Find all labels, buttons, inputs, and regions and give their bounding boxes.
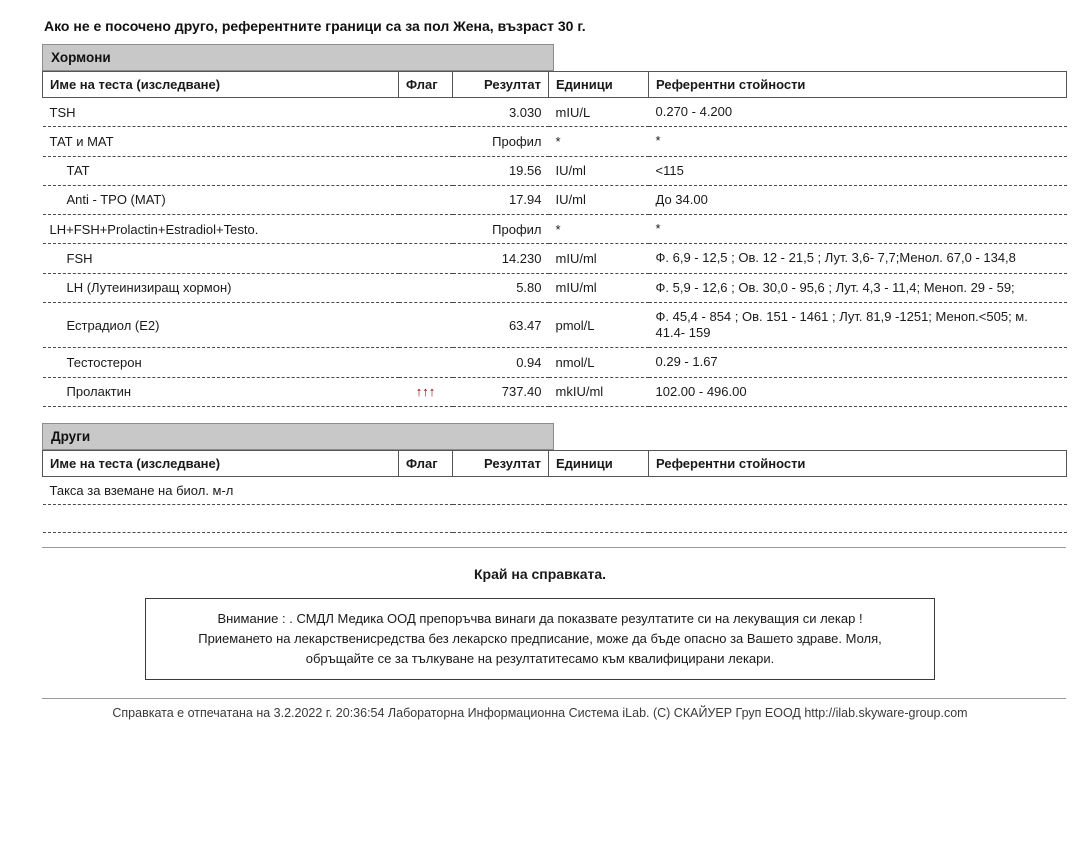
test-result: 737.40 bbox=[453, 377, 549, 406]
column-header-reference: Референтни стойности bbox=[649, 72, 1067, 98]
test-flag bbox=[399, 156, 453, 185]
test-units: mkIU/ml bbox=[549, 377, 649, 406]
test-reference: Ф. 6,9 - 12,5 ; Ов. 12 - 21,5 ; Лут. 3,6- 7,7;Менол. 67,0 - 134,8 bbox=[649, 244, 1067, 273]
column-header-name: Име на теста (изследване) bbox=[43, 450, 399, 476]
footer-info: Справката е отпечатана на 3.2.2022 г. 20:36:54 Лабораторна Информационна Система iLab. (C) СКАЙУЕР Груп ЕООД http://ilab.skyware-group.com bbox=[112, 706, 968, 721]
test-result: 17.94 bbox=[453, 185, 549, 214]
column-header-reference: Референтни стойности bbox=[649, 450, 1067, 476]
end-of-report-note: Край на справката. bbox=[473, 565, 607, 582]
test-reference bbox=[649, 504, 1067, 532]
test-result: Профил bbox=[453, 127, 549, 156]
test-flag-high: ↑↑↑ bbox=[399, 377, 453, 406]
test-name: TSH bbox=[43, 98, 399, 127]
table-row bbox=[43, 273, 1067, 302]
test-flag bbox=[399, 504, 453, 532]
table-row bbox=[43, 185, 1067, 214]
test-units: mIU/ml bbox=[549, 244, 649, 273]
table-header-row bbox=[43, 72, 1067, 98]
column-header-flag: Флаг bbox=[399, 72, 453, 98]
test-result: 14.230 bbox=[453, 244, 549, 273]
test-name: Естрадиол (Е2) bbox=[43, 302, 399, 348]
warning-line-2: Приемането на лекарственисредства без лекарско предписание, може да бъде опасно за Вашето здраве. Моля, bbox=[198, 630, 882, 646]
test-flag bbox=[399, 273, 453, 302]
test-flag bbox=[399, 244, 453, 273]
test-name: Тестостерон bbox=[43, 348, 399, 377]
test-flag bbox=[399, 185, 453, 214]
test-result: 3.030 bbox=[453, 98, 549, 127]
table-row bbox=[43, 476, 1067, 504]
test-name: LH (Лутеинизиращ хормон) bbox=[43, 273, 399, 302]
test-reference: 0.29 - 1.67 bbox=[649, 348, 1067, 377]
test-name: ТАТ bbox=[43, 156, 399, 185]
table-row-abnormal bbox=[43, 377, 1067, 406]
table-row bbox=[43, 98, 1067, 127]
test-flag bbox=[399, 476, 453, 504]
test-flag bbox=[399, 302, 453, 348]
warning-line-1: Внимание : . СМДЛ Медика ООД препоръчва винаги да показвате резултатите си на лекуващия си лекар ! bbox=[217, 610, 863, 626]
column-header-name: Име на теста (изследване) bbox=[43, 72, 399, 98]
test-name: LH+FSH+Prolactin+Estradiol+Testo. bbox=[43, 215, 399, 244]
table-row bbox=[43, 127, 1067, 156]
section-hormones bbox=[42, 44, 1038, 407]
test-result: 0.94 bbox=[453, 348, 549, 377]
test-name: Пролактин bbox=[43, 377, 399, 406]
test-result: Профил bbox=[453, 215, 549, 244]
test-flag bbox=[399, 215, 453, 244]
table-header-row bbox=[43, 450, 1067, 476]
test-name: FSH bbox=[43, 244, 399, 273]
test-reference: 0.270 - 4.200 bbox=[649, 98, 1067, 127]
test-result: 63.47 bbox=[453, 302, 549, 348]
results-table-other bbox=[42, 450, 1067, 533]
test-units: mIU/ml bbox=[549, 273, 649, 302]
table-row bbox=[43, 215, 1067, 244]
table-row bbox=[43, 504, 1067, 532]
test-units: pmol/L bbox=[549, 302, 649, 348]
results-table-hormones bbox=[42, 71, 1067, 407]
test-result bbox=[453, 476, 549, 504]
table-row bbox=[43, 156, 1067, 185]
test-flag bbox=[399, 98, 453, 127]
section-gap bbox=[16, 407, 1064, 423]
test-reference: * bbox=[649, 215, 1067, 244]
test-flag bbox=[399, 348, 453, 377]
test-result bbox=[453, 504, 549, 532]
table-row bbox=[43, 302, 1067, 348]
test-units bbox=[549, 504, 649, 532]
column-header-units: Единици bbox=[549, 450, 649, 476]
warning-line-3: обръщайте се за тълкуване на резултатитесамо към квалифицирани лекари. bbox=[305, 651, 775, 667]
test-reference: * bbox=[649, 127, 1067, 156]
test-units: mIU/L bbox=[549, 98, 649, 127]
column-header-flag: Флаг bbox=[399, 450, 453, 476]
test-name: ТАТ и МАТ bbox=[43, 127, 399, 156]
section-other bbox=[42, 423, 1038, 533]
test-name bbox=[43, 504, 399, 532]
table-row bbox=[43, 244, 1067, 273]
column-header-units: Единици bbox=[549, 72, 649, 98]
test-flag bbox=[399, 127, 453, 156]
test-name: Такса за вземане на биол. м-л bbox=[43, 476, 399, 504]
section-title: Хормони bbox=[42, 44, 554, 71]
table-row bbox=[43, 348, 1067, 377]
column-header-result: Резултат bbox=[453, 450, 549, 476]
test-reference: 102.00 - 496.00 bbox=[649, 377, 1067, 406]
warning-box bbox=[145, 598, 935, 680]
test-reference: Ф. 5,9 - 12,6 ; Ов. 30,0 - 95,6 ; Лут. 4,3 - 11,4; Меноп. 29 - 59; bbox=[649, 273, 1067, 302]
test-units: * bbox=[549, 215, 649, 244]
test-units: * bbox=[549, 127, 649, 156]
test-reference: До 34.00 bbox=[649, 185, 1067, 214]
test-reference: Ф. 45,4 - 854 ; Ов. 151 - 1461 ; Лут. 81,9 -1251; Меноп.<505; м. 41.4- 159 bbox=[649, 302, 1067, 348]
test-name: Anti - TPO (MAT) bbox=[43, 185, 399, 214]
test-reference: <115 bbox=[649, 156, 1067, 185]
test-result: 5.80 bbox=[453, 273, 549, 302]
divider bbox=[42, 547, 1066, 548]
test-result: 19.56 bbox=[453, 156, 549, 185]
section-title: Други bbox=[42, 423, 554, 450]
test-units bbox=[549, 476, 649, 504]
reference-note: Ако не е посочено друго, референтните граници са за пол Жена, възраст 30 г. bbox=[44, 18, 586, 34]
test-units: nmol/L bbox=[549, 348, 649, 377]
column-header-result: Резултат bbox=[453, 72, 549, 98]
test-units: IU/ml bbox=[549, 185, 649, 214]
test-units: IU/ml bbox=[549, 156, 649, 185]
test-reference bbox=[649, 476, 1067, 504]
